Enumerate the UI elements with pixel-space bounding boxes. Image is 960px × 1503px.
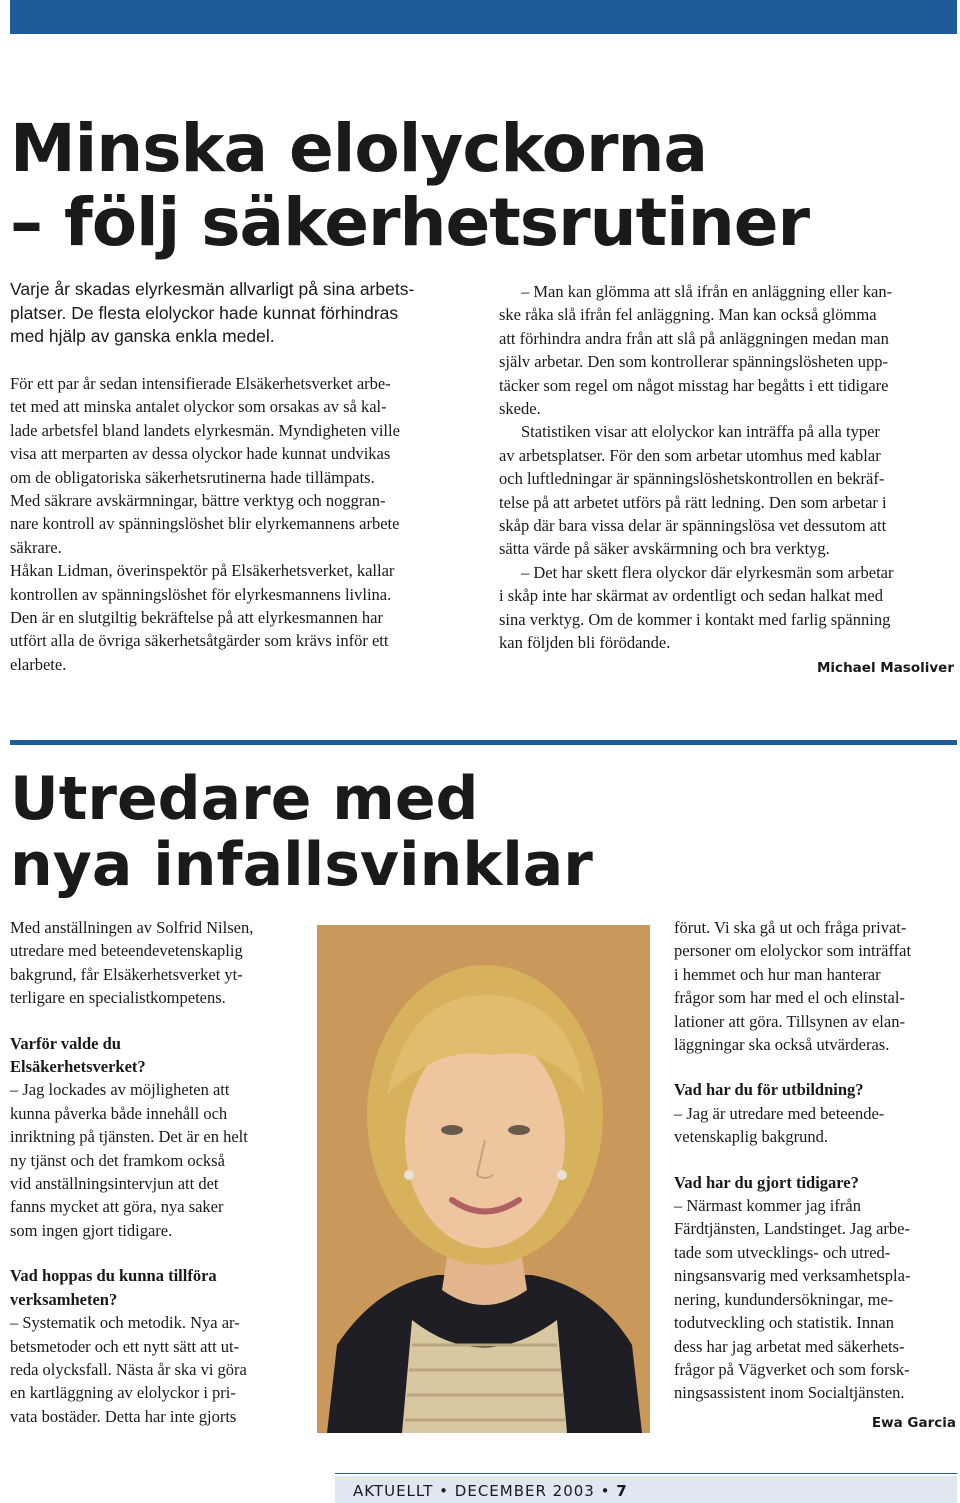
- interview-column-left: [10, 916, 300, 1428]
- interview-intro: [10, 916, 300, 1010]
- text-line: terligare en specialistkompetens.: [10, 988, 226, 1008]
- page-number: 7: [616, 1482, 628, 1500]
- text-line: tet med att minska antalet olyckor som orsakas av så kal-: [10, 397, 387, 417]
- text-line: nare kontroll av spänningslöshet blir elyrkemannens arbete: [10, 514, 400, 534]
- text-line: kunna påverka både innehåll och: [10, 1103, 228, 1123]
- text-line: – Systematik och metodik. Nya ar-: [10, 1313, 240, 1333]
- text-line: elarbete.: [10, 654, 67, 674]
- text-line: Med anställningen av Solfrid Nilsen,: [10, 918, 254, 937]
- article-column-right: [499, 280, 957, 655]
- interview-title: [10, 766, 593, 898]
- portrait-photo: [317, 925, 650, 1433]
- text-line: vata bostäder. Detta har inte gjorts: [10, 1406, 237, 1426]
- issue-date: DECEMBER 2003: [454, 1482, 595, 1500]
- text-line: kontrollen av spänningslöshet för elyrkesmannens livlina.: [10, 584, 392, 604]
- text-line: ningsansvarig med verksamhetspla-: [674, 1266, 911, 1286]
- text-line: ningsassistent inom Socialtjänsten.: [674, 1383, 905, 1403]
- text-line: kan följden bli förödande.: [499, 633, 671, 653]
- text-line: frågor på Vägverket och som forsk-: [674, 1359, 910, 1379]
- interview-answer: [674, 1102, 958, 1149]
- article-lede: [10, 278, 470, 349]
- article-title: [10, 112, 809, 260]
- text-line: Den är en slutgiltig bekräftelse på att elyrkesmannen har: [10, 608, 383, 628]
- text-line: i skåp inte har skärmat av ordentligt och sedan halkat med: [499, 586, 883, 606]
- interview-question: [674, 1078, 958, 1101]
- article-column-left: [10, 372, 470, 676]
- text-line: att förhindra andra från att slå på anläggningen medan man: [499, 328, 889, 348]
- text-line: sina verktyg. Om de kommer i kontakt med farlig spänning: [499, 609, 891, 629]
- text-line: – Jag lockades av möjligheten att: [10, 1080, 230, 1100]
- text-line: verksamheten?: [10, 1289, 118, 1309]
- text-line: utfört alla de övriga säkerhetsåtgärder som krävs inför ett: [10, 631, 389, 651]
- text-line: förut. Vi ska gå ut och fråga privat-: [674, 918, 907, 937]
- footer-rule: [335, 1473, 957, 1474]
- interview-answer: [10, 1311, 300, 1428]
- text-line: ske råka slå ifrån fel anläggning. Man kan också glömma: [499, 305, 877, 325]
- interview-answer: [10, 1078, 300, 1242]
- text-line: – Det har skett flera olyckor där elyrkesmän som arbetar: [521, 562, 894, 582]
- text-line: om de obligatoriska säkerhetsrutinerna hade tillämpats.: [10, 467, 375, 487]
- text-line: tade som utvecklings- och utred-: [674, 1242, 891, 1262]
- text-line: nering, kundundersökningar, me-: [674, 1289, 894, 1309]
- page-footer: [353, 1482, 628, 1500]
- text-line: betsmetoder och ett nytt sätt att ut-: [10, 1336, 240, 1356]
- text-line: bakgrund, får Elsäkerhetsverket yt-: [10, 964, 243, 984]
- interview-question: [10, 1264, 300, 1311]
- text-line: – Närmast kommer jag ifrån: [674, 1196, 861, 1216]
- text-line: telse på att arbetet utförs på rätt ledning. Den som arbetar i: [499, 492, 887, 512]
- text-line: dess har jag arbetat med säkerhets-: [674, 1336, 905, 1356]
- text-line: av arbetsplatser. För den som arbetar utomhus med kablar: [499, 445, 881, 465]
- text-line: todutveckling och statistik. Innan: [674, 1313, 894, 1333]
- text-line: reda olycksfall. Nästa år ska vi göra: [10, 1359, 247, 1379]
- text-line: Vad hoppas du kunna tillföra: [10, 1266, 217, 1286]
- top-color-bar: [10, 0, 957, 34]
- text-line: fanns mycket att göra, nya saker: [10, 1197, 224, 1217]
- title-line: – följ säkerhetsrutiner: [10, 184, 810, 261]
- text-line: Vad har du för utbildning?: [674, 1080, 864, 1100]
- interview-byline: Ewa Garcia: [871, 1415, 956, 1431]
- text-line: och luftledningar är spänningslöshetskontrollen en bekräf-: [499, 469, 885, 489]
- publication-name: AKTUELLT: [353, 1482, 434, 1500]
- lede-line: med hjälp av ganska enkla medel.: [10, 326, 275, 346]
- text-line: För ett par år sedan intensifierade Elsäkerhetsverket arbe-: [10, 374, 391, 393]
- lede-line: Varje år skadas elyrkesmän allvarligt på sina arbets-: [10, 279, 415, 299]
- text-line: Färdtjänsten, Landstinget. Jag arbe-: [674, 1219, 910, 1239]
- text-line: skåp där bara vissa delar är spänningslösa vet dessutom att: [499, 516, 887, 536]
- text-line: säkrare.: [10, 537, 62, 557]
- interview-answer: [674, 916, 958, 1056]
- text-line: vetenskaplig bakgrund.: [674, 1127, 828, 1147]
- text-line: Varför valde du: [10, 1033, 121, 1053]
- footer-separator: •: [600, 1482, 611, 1500]
- text-line: som ingen gjort tidigare.: [10, 1220, 173, 1240]
- portrait-illustration: [317, 925, 650, 1433]
- text-line: Elsäkerhetsverket?: [10, 1057, 146, 1077]
- text-line: en kartläggning av elolyckor i pri-: [10, 1383, 236, 1403]
- text-line: personer om elolyckor som inträffat: [674, 941, 912, 961]
- text-line: täcker som regel om något misstag har begåtts i ett tidigare: [499, 375, 889, 395]
- interview-question: [674, 1171, 958, 1194]
- interview-question: [10, 1032, 300, 1079]
- text-line: lationer att göra. Tillsynen av elan-: [674, 1011, 905, 1031]
- text-line: frågor som har med el och elinstal-: [674, 988, 905, 1008]
- text-line: läggningar ska också utvärderas.: [674, 1035, 890, 1055]
- paragraph: [499, 280, 957, 655]
- text-line: skede.: [499, 399, 541, 419]
- lede-line: platser. De flesta elolyckor hade kunnat förhindras: [10, 302, 399, 323]
- text-line: ny tjänst och det framkom också: [10, 1150, 225, 1170]
- paragraph: [10, 372, 470, 676]
- text-line: visa att merparten av dessa olyckor hade kunnat undvikas: [10, 444, 391, 464]
- footer-separator: •: [439, 1482, 450, 1500]
- text-line: Vad har du gjort tidigare?: [674, 1172, 859, 1192]
- section-divider: [10, 740, 957, 745]
- interview-column-right: [674, 916, 958, 1405]
- text-line: – Jag är utredare med beteende-: [674, 1103, 885, 1123]
- text-line: Håkan Lidman, överinspektör på Elsäkerhetsverket, kallar: [10, 561, 395, 581]
- text-line: sätta värde på säker avskärmning och bra verktyg.: [499, 539, 830, 559]
- title-line: Utredare med: [10, 764, 479, 834]
- text-line: – Man kan glömma att slå ifrån en anläggning eller kan-: [521, 282, 893, 301]
- text-line: utredare med beteendevetenskaplig: [10, 941, 243, 961]
- text-line: i hemmet och hur man hanterar: [674, 964, 881, 984]
- title-line: Minska elolyckorna: [10, 110, 708, 187]
- title-line: nya infallsvinklar: [10, 830, 593, 900]
- text-line: själv arbetar. Den som kontrollerar spänningslösheten upp-: [499, 352, 889, 372]
- text-line: lade arbetsfel bland landets elyrkesmän. Myndigheten ville: [10, 420, 400, 440]
- text-line: Statistiken visar att elolyckor kan inträffa på alla typer: [521, 422, 880, 442]
- text-line: inriktning på tjänsten. Det är en helt: [10, 1127, 248, 1147]
- text-line: vid anställningsintervjun att det: [10, 1174, 219, 1194]
- text-line: Med säkrare avskärmningar, bättre verktyg och noggran-: [10, 491, 386, 511]
- interview-answer: [674, 1194, 958, 1405]
- article-byline: Michael Masoliver: [817, 660, 954, 676]
